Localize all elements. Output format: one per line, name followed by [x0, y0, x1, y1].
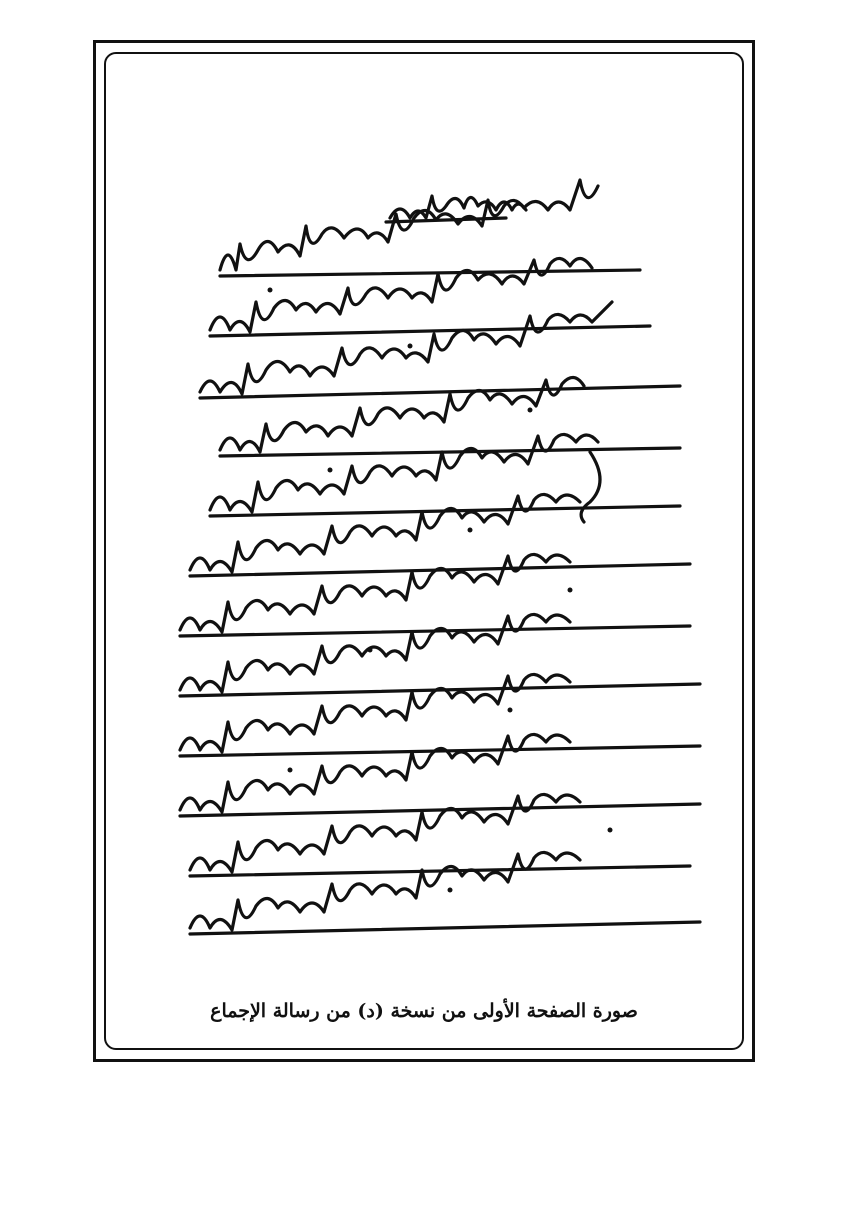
manuscript-image [150, 170, 710, 950]
handwriting-scribbles [150, 170, 710, 950]
page-caption: صورة الصفحة الأولى من نسخة (د) من رسالة الإجماع [210, 1000, 638, 1022]
